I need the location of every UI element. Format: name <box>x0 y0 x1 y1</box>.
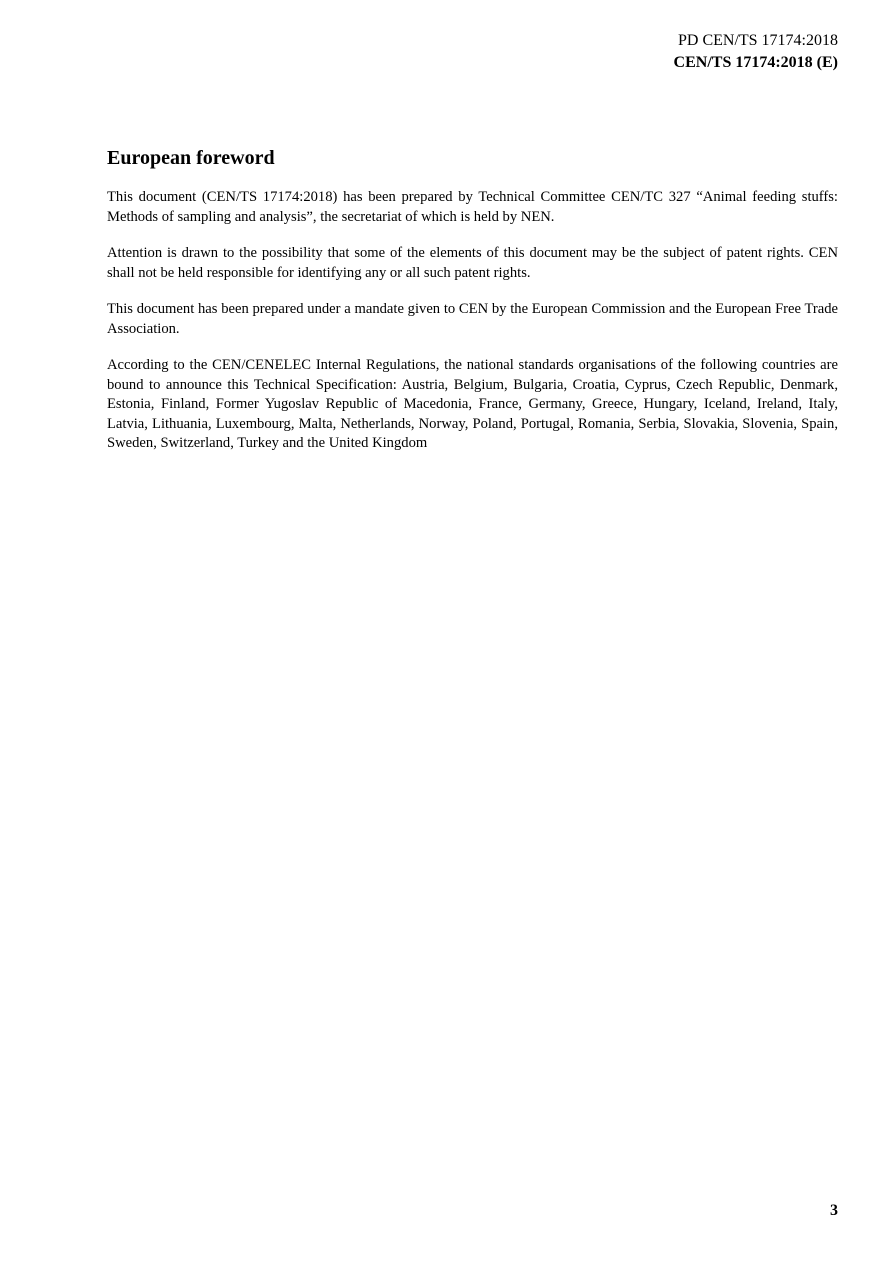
paragraph-preparation: This document (CEN/TS 17174:2018) has been prepared by Technical Committee CEN/TC 327 “Animal feeding stuffs: Methods of sampling and analysis”, the secretariat of which is held by NEN. <box>107 189 838 225</box>
document-header <box>674 30 838 74</box>
paragraph-mandate: This document has been prepared under a mandate given to CEN by the European Commission and the European Free Trade Association. <box>107 301 838 337</box>
document-id: PD CEN/TS 17174:2018 <box>677 32 838 49</box>
paragraph-countries: According to the CEN/CENELEC Internal Regulations, the national standards organisations of the following countries are bound to announce this Technical Specification: Austria, Belgium, Bulgaria, Croatia, Cyprus, Czech Republic, Denmark, Estonia, Finland, Former Yugoslav Republic of Macedonia, France, Germany, Greece, Hungary, Iceland, Ireland, Italy, Latvia, Lithuania, Luxembourg, Malta, Netherlands, Norway, Poland, Portugal, Romania, Serbia, Slovakia, Slovenia, Spain, Sweden, Switzerland, Turkey and the United Kingdom <box>107 357 838 451</box>
foreword-section <box>107 144 838 471</box>
paragraph-patent-rights: Attention is drawn to the possibility that some of the elements of this document may be the subject of patent rights. CEN shall not be held responsible for identifying any or all such patent rights. <box>107 245 838 281</box>
section-title: European foreword <box>107 147 275 169</box>
document-id-english: CEN/TS 17174:2018 (E) <box>673 54 838 71</box>
page-number: 3 <box>830 1202 838 1219</box>
